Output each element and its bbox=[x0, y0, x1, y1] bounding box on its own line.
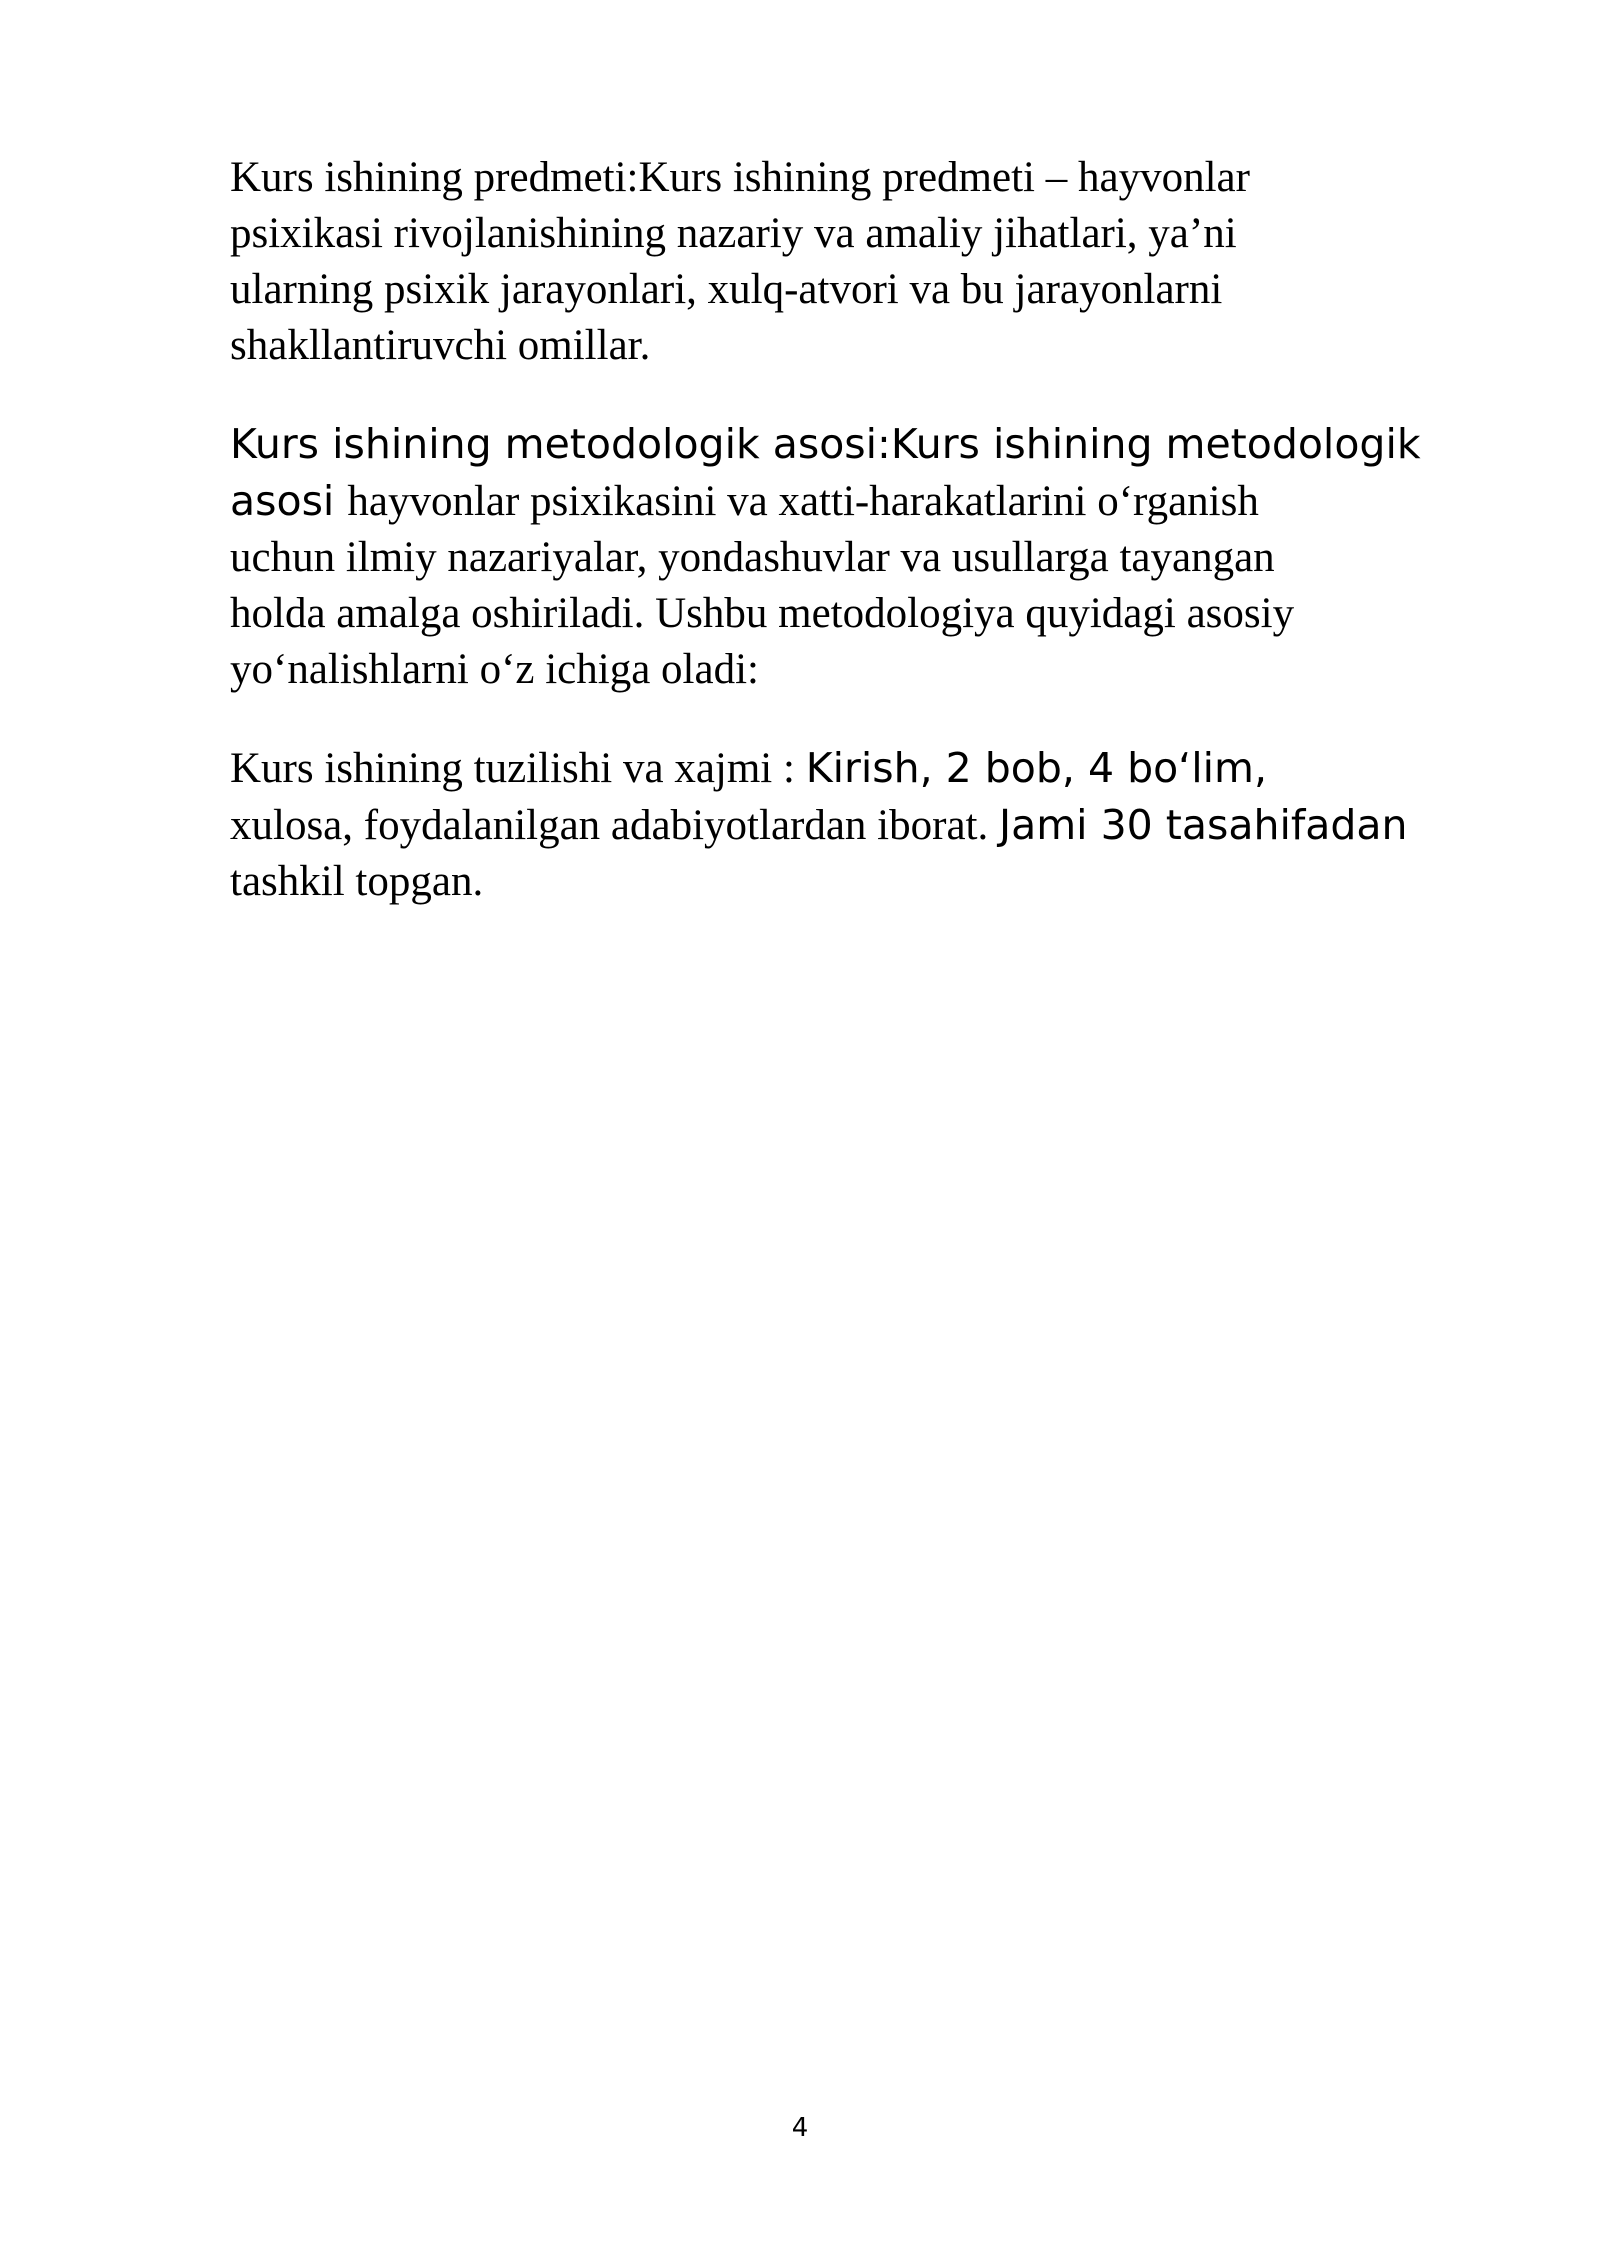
text-line bbox=[230, 797, 1500, 854]
text-line bbox=[230, 530, 1500, 586]
text-line bbox=[230, 150, 1500, 206]
text-run: tashkil topgan. bbox=[230, 858, 484, 905]
text-line bbox=[230, 416, 1500, 473]
text-run: Kurs ishining predmeti: bbox=[230, 154, 639, 201]
paragraph-methodology bbox=[230, 416, 1500, 698]
text-run: hayvonlar psixikasini va xatti-harakatlarini o‘rganish bbox=[347, 478, 1259, 525]
text-run: Kurs ishining predmeti – hayvonlar bbox=[638, 154, 1250, 201]
text-run: yo‘nalishlarni o‘z ichiga oladi: bbox=[230, 646, 759, 693]
text-run: Kurs ishining tuzilishi va xajmi : bbox=[230, 745, 806, 792]
text-line bbox=[230, 854, 1500, 910]
paragraph-subject bbox=[230, 150, 1500, 374]
text-run: Kirish, 2 bob, 4 bo‘lim, bbox=[805, 744, 1267, 792]
text-line bbox=[230, 318, 1500, 374]
text-run: holda amalga oshiriladi. Ushbu metodologiya quyidagi asosiy bbox=[230, 590, 1295, 637]
text-run: shakllantiruvchi omillar. bbox=[230, 322, 651, 369]
text-line bbox=[230, 740, 1500, 797]
text-run: Jami 30 tasahifadan bbox=[998, 801, 1408, 849]
page-content bbox=[230, 150, 1500, 952]
text-line bbox=[230, 206, 1500, 262]
text-run: Kurs ishining metodologik asosi: bbox=[230, 420, 891, 468]
text-run: Kurs ishining metodologik bbox=[890, 420, 1421, 468]
text-line bbox=[230, 262, 1500, 318]
text-run: psixikasi rivojlanishining nazariy va amaliy jihatlari, ya’ni bbox=[230, 210, 1237, 257]
text-run: uchun ilmiy nazariyalar, yondashuvlar va usullarga tayangan bbox=[230, 534, 1275, 581]
text-run: ularning psixik jarayonlari, xulq-atvori va bu jarayonlarni bbox=[230, 266, 1223, 313]
text-run: asosi bbox=[230, 477, 348, 525]
text-line bbox=[230, 473, 1500, 530]
text-line bbox=[230, 586, 1500, 642]
text-run: xulosa, foydalanilgan adabiyotlardan iborat. bbox=[230, 802, 999, 849]
text-line bbox=[230, 642, 1500, 698]
paragraph-structure bbox=[230, 740, 1500, 910]
page-number: 4 bbox=[791, 2113, 809, 2143]
